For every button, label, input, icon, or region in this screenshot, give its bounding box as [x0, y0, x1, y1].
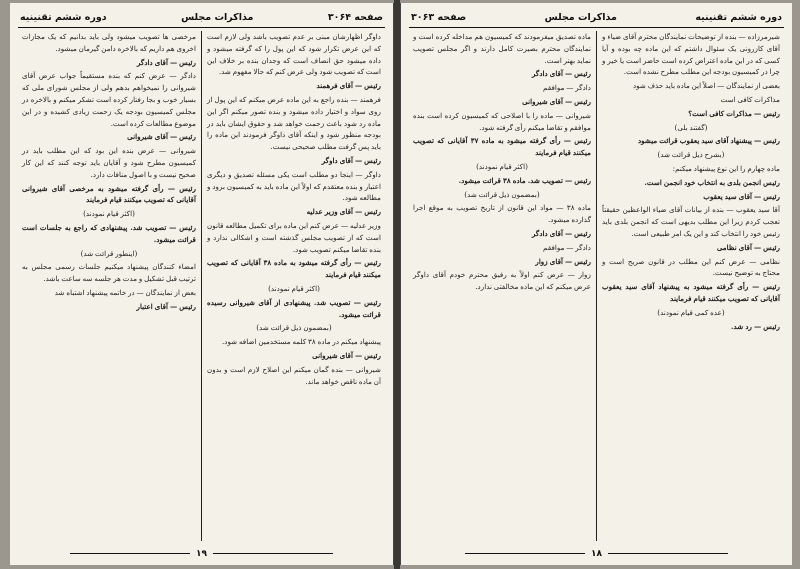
paragraph: (بمضمون ذیل قرائت شد)	[256, 323, 332, 333]
paragraph: امضاء کنندگان پیشنهاد میکنیم جلسات رسمی مجلس به ترتیب قبل تشکیل و مدت هر جلسه سه ساعت باشد.	[22, 262, 196, 284]
footer-number: ۱۹	[196, 549, 207, 559]
paragraph: رئیس — رد شد.	[731, 321, 780, 331]
paragraph: رئیس — رأی گرفته میشود به ماده ۳۸ آقایانی که تصویب میکنند قیام فرمایند	[207, 258, 381, 280]
paragraph: وزیر عدلیه — عرض کنم این ماده برای تکمیل مطالعه قانون است که از تصویب مجلس گذشته است و اشکالی ندارد و بنده تقاضا میکنم تصویب شود.	[207, 220, 381, 254]
paragraph: (بشرح ذیل قرائت شد)	[657, 150, 725, 160]
paragraph: (بمضمون ذیل قرائت شد)	[464, 189, 540, 199]
paragraph: رئیس — آقای اعتبار	[136, 301, 196, 311]
page-title: مذاکرات مجلس	[181, 11, 254, 23]
paragraph: رئیس — آقای شیروانی	[522, 96, 591, 106]
paragraph: مذاکرات کافی است	[720, 94, 780, 104]
paragraph: رئیس — مذاکرات کافی است؟	[688, 108, 780, 118]
paragraph: فرهمند — بنده راجع به این ماده عرض میکنم که این پول از روی سواد و اختیار داده میشود و بنده تصور میکنم اگر این ماده رد شود باعث زحمت خواهد شد و حقوق ایشان باید در بودجه منظور شود و اینکه آقای داوگر فرمودند این ماده را باید پس گرفت مطلب صحیحی نیست.	[207, 94, 381, 152]
paragraph: شیروانی — عرض بنده این بود که این مطلب باید در کمیسیون مطرح شود و آقایان باید توجه کنند که این کار صحیح نیست و با اصول منافات دارد.	[22, 146, 196, 179]
paragraph: دادگر — عرض کنم که بنده مستقیماً جواب عرض آقای شیروانی را نمیخواهم بدهم ولی از مجلس شورای ملی که بسیار خوب و بجا رفتار کرده است تشکر میکنم و بالاخره در مجلس کمیسیون بودجه یک زحمت زیادی کشیده و در این موضوع مطالعات کرده است.	[22, 71, 196, 128]
footer-number: ۱۸	[591, 549, 602, 559]
paragraph: آقا سید یعقوب — بنده از بیانات آقای ضیاء الواعظین حقیقتاً تعجب کردم زیرا این مطلب بدیهی است که انجمن بلدی باید رئیس خود را انتخاب کند و این یک امر طبیعی است.	[602, 205, 780, 238]
paragraph: رئیس — تصویب شد. ماده ۳۸ قرائت میشود.	[458, 175, 591, 185]
paragraph: رئیس — آقای داوگر	[321, 155, 381, 165]
paragraph: بعض از نمایندگان — در خاتمه پیشنهاد اشتباه شد	[54, 287, 196, 297]
paragraph: رئیس — آقای شیروانی	[312, 350, 381, 360]
paragraph: رئیس — آقای دادگر	[136, 57, 196, 67]
paragraph: رئیس انجمن بلدی به انتخاب خود انجمن است.	[644, 177, 780, 187]
page-footer	[10, 549, 393, 559]
paragraph: شیروانی — بنده گمان میکنم این اصلاح لازم است و بدون آن ماده ناقص خواهد ماند.	[207, 364, 381, 386]
paragraph: زوار — عرض کنم اولاً به رفیق محترم خودم آقای داوگر عرض میکنم که این ماده مخالفتی ندارد.	[413, 270, 591, 292]
session-label: دوره ششم تقنینیه	[20, 11, 107, 23]
paragraph: رئیس — آقای نظامی	[716, 242, 780, 252]
paragraph: دادگر — موافقم	[543, 83, 591, 93]
paragraph: (اکثر قیام نمودند)	[83, 209, 135, 219]
paragraph: رئیس — آقای فرهمند	[316, 81, 381, 91]
header-rule	[409, 27, 784, 28]
page-number: صفحه ۳۰۶۴	[327, 11, 383, 23]
page-number: صفحه ۳۰۶۳	[411, 11, 467, 23]
paragraph: ماده ۳۸ — مواد این قانون از تاریخ تصویب به موقع اجرا گذارده میشود.	[413, 203, 591, 225]
page-header	[411, 9, 782, 25]
header-rule	[18, 27, 385, 28]
paragraph: رئیس — رأی گرفته میشود به ماده ۳۷ آقایانی که تصویب میکنند قیام فرمایند	[413, 136, 591, 158]
paragraph: (عده کمی قیام نمودند)	[657, 307, 725, 317]
paragraph: (گفتند بلی)	[674, 122, 708, 132]
paragraph: (اکثر قیام نمودند)	[268, 283, 320, 293]
paragraph: رئیس — آقای دادگر	[531, 228, 591, 238]
paragraph: پیشنهاد میکنم در ماده ۳۸ کلمه مستخدمین اضافه شود.	[221, 337, 381, 347]
session-label: دوره ششم تقنینیه	[695, 11, 782, 23]
paragraph: دادگر — موافقم	[543, 242, 591, 252]
text-columns	[409, 31, 784, 541]
paragraph: ماده تصدیق میفرمودند که کمیسیون هم مداخله کرده است و نمایندگان محترم بصیرت کامل دارند و اگر مجلس تصویب نماید بهتر است.	[413, 32, 591, 65]
page-left	[10, 3, 394, 565]
column-rule	[596, 31, 597, 541]
paragraph: رئیس — رأی گرفته میشود به پیشنهاد آقای سید یعقوب آقایانی که تصویب میکنند قیام فرمایند	[602, 282, 780, 303]
paragraph: رئیس — رأی گرفته میشود به مرخصی آقای شیروانی آقایانی که تصویب میکنند قیام فرمایند	[22, 183, 196, 205]
paragraph: شیروانی — ماده را با اصلاحی که کمیسیون کرده است بنده موافقم و تقاضا میکنم رأی گرفته شود.	[413, 110, 591, 132]
paragraph: مرخصی ها تصویب میشود ولی باید بدانیم که یک مجازات اخروی هم داریم که بالاخره دامن گیرمان میشود.	[22, 32, 196, 53]
paragraph: رئیس — تصویب شد. پیشنهادی که راجع به جلسات است قرائت میشود.	[22, 222, 196, 244]
paragraph: رئیس — پیشنهاد آقای سید یعقوب قرائت میشود	[637, 136, 780, 146]
paragraph: رئیس — تصویب شد. پیشنهادی از آقای شیروانی رسیده قرائت میشود.	[207, 297, 381, 319]
paragraph: رئیس — آقای زوار	[535, 256, 591, 266]
paragraph: داوگر اظهارشان مبنی بر عدم تصویب باشد ولی لازم است که این عرض تکرار شود که این پول را که گرفته میشود و داده میشود حق انصاف است که وجدان بنده بر خلاف این است که تصویب شود ولی عرض کنم که حالا مفهوم شد.	[207, 32, 381, 77]
text-column-right	[598, 31, 784, 541]
paragraph: رئیس — آقای دادگر	[531, 69, 591, 79]
paragraph: رئیس — آقای وزیر عدلیه	[306, 207, 381, 217]
paragraph: داوگر — اینجا دو مطلب است یکی مسئله تصدیق و دیگری اعتبار و بنده معتقدم که اولاً این ماده باید به کمیسیون برود و مطالعه شود.	[207, 169, 381, 203]
paragraph: بعضی از نمایندگان — اصلاً این ماده باید حذف شود	[632, 81, 780, 91]
paragraph: رئیس — آقای سید یعقوب	[703, 191, 780, 201]
text-column-left	[409, 31, 595, 541]
page-footer	[401, 549, 792, 559]
paragraph: نظامی — عرض کنم این مطلب در قانون صریح است و محتاج به توضیح نیست.	[602, 256, 780, 278]
page-title: مذاکرات مجلس	[544, 11, 617, 23]
text-column-left	[18, 31, 200, 541]
paragraph: ماده چهارم را این نوع پیشنهاد میکنم:	[672, 163, 780, 173]
paragraph: (اکثر قیام نمودند)	[476, 161, 528, 171]
page-right	[400, 3, 792, 565]
column-rule	[201, 31, 202, 541]
page-header	[20, 9, 383, 25]
text-columns	[18, 31, 385, 541]
paragraph: شیرمرزاده — بنده از توضیحات نمایندگان محترم آقای ضیاء و آقای کازرونی یک سئوال داشتم که این ماده چه بوده و آیا کسی که در این ماده اعتراض کرده است حاضر است یا خیر و چرا در کمیسیون بودجه این مطلب مطرح نشده است.	[602, 32, 780, 77]
text-column-right	[203, 31, 385, 541]
paragraph: رئیس — آقای شیروانی	[127, 132, 196, 142]
paragraph: (اینطور قرائت شد)	[80, 248, 138, 258]
